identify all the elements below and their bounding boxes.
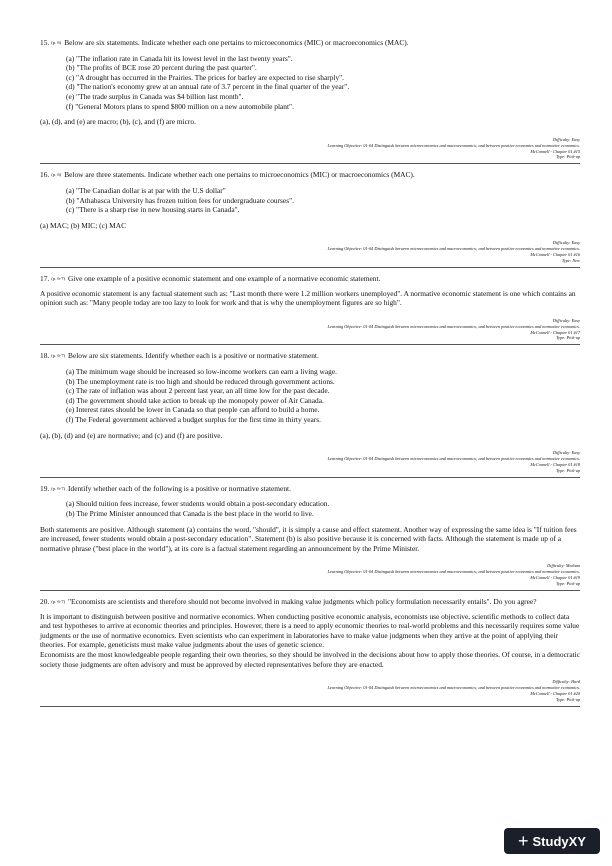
question-divider bbox=[40, 163, 580, 164]
question-block bbox=[40, 170, 580, 268]
question-text: Below are six statements. Indicate whether each one pertains to microeconomics (MIC) or macroeconomics (MAC). bbox=[64, 38, 409, 47]
statement-item: (b) The Prime Minister announced that Canada is the best place in the world to live. bbox=[66, 508, 314, 518]
metadata-line: Type: Pick-up bbox=[556, 581, 580, 587]
statement-list bbox=[66, 186, 580, 215]
question-header bbox=[40, 170, 580, 180]
statement-item: (e) "The trade surplus in Canada was $4 billion last month". bbox=[66, 91, 244, 101]
statement-item: (e) Interest rates should be lower in Canada so that people can afford to build a home. bbox=[66, 405, 320, 415]
answer-paragraph: Both statements are positive. Although statement (a) contains the word, "should", it is simply a cause and effect statement. Another way of expressing the same idea is "If tuition fees are increased, fewer students would obtain a post-secondary education". Statement (b) is also positive because it is concerned with facts. Although the statement is made up of a normative phrase ("best place in the world"), at its core is a factual statement regarding an announcement by the Prime Minister. bbox=[40, 524, 577, 553]
question-block bbox=[40, 597, 580, 707]
metadata-line: Learning Objective: 01-04 Distinguish between microeconomics and macroeconomics; and between positive economics and normative economics. bbox=[327, 323, 580, 329]
question-divider bbox=[40, 344, 580, 345]
answer bbox=[40, 289, 580, 308]
statement-item: (a) "The Canadian dollar is at par with the U.S dollar" bbox=[66, 185, 226, 195]
question-list bbox=[40, 38, 580, 713]
question-text: "Economists are scientists and therefore should not become involved in making value judgments which policy formulation necessarily entails". Do you agree? bbox=[68, 596, 537, 606]
answer bbox=[40, 525, 580, 554]
question-divider bbox=[40, 267, 580, 268]
question-text: Give one example of a positive economic statement and one example of a normative economic statement. bbox=[68, 273, 381, 283]
question-metadata bbox=[40, 450, 580, 474]
question-metadata bbox=[40, 563, 580, 587]
metadata-line: Type: Pick-up bbox=[556, 154, 580, 160]
question-divider bbox=[40, 706, 580, 707]
statement-item: (c) The rate of inflation was about 2 percent last year, an all time low for the past decade. bbox=[66, 386, 330, 396]
page-reference: (p. 6) bbox=[51, 40, 62, 45]
metadata-line: McConnell - Chapter 01 #19 bbox=[530, 575, 580, 581]
question-number: 18. bbox=[40, 351, 50, 361]
answer-paragraph: It is important to distinguish between positive and normative economics. When conducting positive economic analysis, economists use objective, scientific methods to collect data and test hypotheses to arrive at economic theories and principles. However, there is a need to apply economic theories to real-world problems and this necessarily requires some value judgments or the use of normative economics. Even scientists who can experiment in laboratories have to make value judgments when they arrive at the point of applying their theories. For example, geneticists must make value judgments about the uses of genetic science. bbox=[40, 611, 580, 650]
answer-paragraph: (a) MAC; (b) MIC; (c) MAC bbox=[40, 220, 127, 230]
statement-item: (f) The Federal government achieved a budget surplus for the first time in thirty years. bbox=[66, 414, 321, 424]
answer bbox=[40, 117, 580, 127]
metadata-line: Learning Objective: 01-04 Distinguish between microeconomics and macroeconomics; and between positive economics and normative economics. bbox=[327, 685, 580, 690]
question-metadata bbox=[40, 137, 580, 161]
question-block bbox=[40, 484, 580, 591]
page-reference: (p. 6-7) bbox=[51, 275, 66, 281]
statement-list bbox=[66, 54, 580, 112]
metadata-line: McConnell - Chapter 01 #16 bbox=[530, 252, 580, 258]
statement-item: (a) The minimum wage should be increased so low-income workers can earn a living wage. bbox=[66, 366, 337, 376]
question-metadata bbox=[40, 679, 580, 703]
metadata-line: Difficulty: Easy bbox=[552, 240, 580, 246]
statement-list bbox=[66, 367, 580, 425]
metadata-line: Type: Pick-up bbox=[556, 335, 580, 341]
question-number: 17. bbox=[40, 273, 50, 283]
answer bbox=[40, 221, 580, 231]
question-header bbox=[40, 597, 580, 607]
statement-item: (f) "General Motors plans to spend $800 million on a new automobile plant". bbox=[66, 101, 294, 111]
plus-cross-icon: + bbox=[518, 830, 529, 851]
question-text: Below are six statements. Identify whether each is a positive or normative statement. bbox=[68, 351, 319, 361]
metadata-line: Difficulty: Medium bbox=[547, 563, 580, 569]
statement-list bbox=[66, 499, 580, 518]
metadata-line: McConnell - Chapter 01 #18 bbox=[530, 461, 580, 467]
metadata-line: McConnell - Chapter 01 #17 bbox=[530, 329, 580, 335]
statement-item: (a) "The inflation rate in Canada hit its lowest level in the last twenty years". bbox=[66, 53, 293, 63]
question-number: 15. bbox=[40, 38, 50, 47]
question-header bbox=[40, 351, 580, 361]
statement-item: (c) "There is a sharp rise in new housing starts in Canada". bbox=[66, 205, 240, 215]
studyxy-logo[interactable] bbox=[504, 828, 600, 854]
metadata-line: Learning Objective: 01-04 Distinguish between microeconomics and macroeconomics; and between positive economics and normative economics. bbox=[327, 246, 580, 252]
page-reference: (p. 6-7) bbox=[51, 485, 66, 491]
statement-item: (c) "A drought has occurred in the Prairies. The prices for barley are expected to rise sharply". bbox=[66, 72, 345, 82]
metadata-line: Learning Objective: 01-04 Distinguish between microeconomics and macroeconomics; and between positive economics and normative economics. bbox=[327, 142, 580, 148]
answer-paragraph: Economists are the most knowledgeable people regarding their own theories, so they should be involved in the decisions about how to apply those theories. Of course, in a democratic society those judgments are often advisory and must be approved by elected representatives before they are enacted. bbox=[40, 649, 580, 669]
question-number: 16. bbox=[40, 170, 50, 180]
statement-item: (d) The government should take action to break up the monopoly power of Air Canada. bbox=[66, 395, 324, 405]
metadata-line: Difficulty: Easy bbox=[552, 136, 580, 142]
question-header bbox=[40, 274, 580, 284]
question-number: 20. bbox=[40, 596, 50, 606]
metadata-line: McConnell - Chapter 01 #15 bbox=[530, 148, 580, 154]
question-metadata bbox=[40, 318, 580, 342]
statement-item: (d) "The nation's economy grew at an annual rate of 3.7 percent in the final quarter of the year". bbox=[66, 82, 350, 92]
question-block bbox=[40, 274, 580, 345]
question-number: 19. bbox=[40, 483, 50, 493]
metadata-line: Type: New bbox=[561, 258, 580, 264]
metadata-line: Learning Objective: 01-04 Distinguish between microeconomics and macroeconomics; and between positive economics and normative economics. bbox=[327, 456, 580, 462]
metadata-line: Difficulty: Easy bbox=[552, 317, 580, 323]
question-text: Below are three statements. Indicate whether each one pertains to microeconomics (MIC) or macroeconomics (MAC). bbox=[64, 170, 415, 180]
answer bbox=[40, 431, 580, 441]
metadata-line: Difficulty: Easy bbox=[552, 450, 580, 456]
question-divider bbox=[40, 590, 580, 591]
page-reference: (p. 6-7) bbox=[51, 598, 66, 604]
answer-paragraph: (a), (b), (d) and (e) are normative; and (c) and (f) are positive. bbox=[40, 430, 223, 440]
metadata-line: Type: Pick-up bbox=[556, 467, 580, 473]
metadata-line: Type: Pick-up bbox=[556, 696, 580, 702]
statement-item: (b) "Athabasca University has frozen tuition fees for undergraduate courses". bbox=[66, 195, 294, 205]
statement-item: (b) "The profits of BCE rose 20 percent during the past quarter". bbox=[66, 63, 257, 73]
answer-paragraph: (a), (d), and (e) are macro; (b), (c), and (f) are micro. bbox=[40, 117, 196, 127]
question-divider bbox=[40, 477, 580, 478]
page-reference: (p. 6-7) bbox=[51, 353, 66, 359]
metadata-line: Learning Objective: 01-04 Distinguish between microeconomics and macroeconomics; and between positive economics and normative economics. bbox=[327, 569, 580, 575]
logo-text: StudyXY bbox=[532, 833, 586, 849]
question-header bbox=[40, 484, 580, 494]
question-header bbox=[40, 38, 580, 48]
question-text: Identify whether each of the following is a positive or normative statement. bbox=[68, 483, 291, 493]
question-block bbox=[40, 38, 580, 164]
question-metadata bbox=[40, 240, 580, 264]
statement-item: (b) The unemployment rate is too high and should be reduced through government actions. bbox=[66, 376, 335, 386]
statement-item: (a) Should tuition fees increase, fewer students would obtain a post-secondary education. bbox=[66, 499, 330, 509]
answer-paragraph: A positive economic statement is any factual statement such as: "Last month there were 1.2 million workers unemployed". A normative economic statement is one which contains an opinion such as: "Many people today are too lazy to look for work and that is why the unemployment figures are so high". bbox=[40, 288, 576, 308]
page-reference: (p. 6) bbox=[51, 172, 62, 178]
question-block bbox=[40, 351, 580, 477]
metadata-line: McConnell - Chapter 01 #20 bbox=[530, 690, 580, 696]
metadata-line: Difficulty: Hard bbox=[552, 679, 580, 685]
answer bbox=[40, 612, 580, 670]
